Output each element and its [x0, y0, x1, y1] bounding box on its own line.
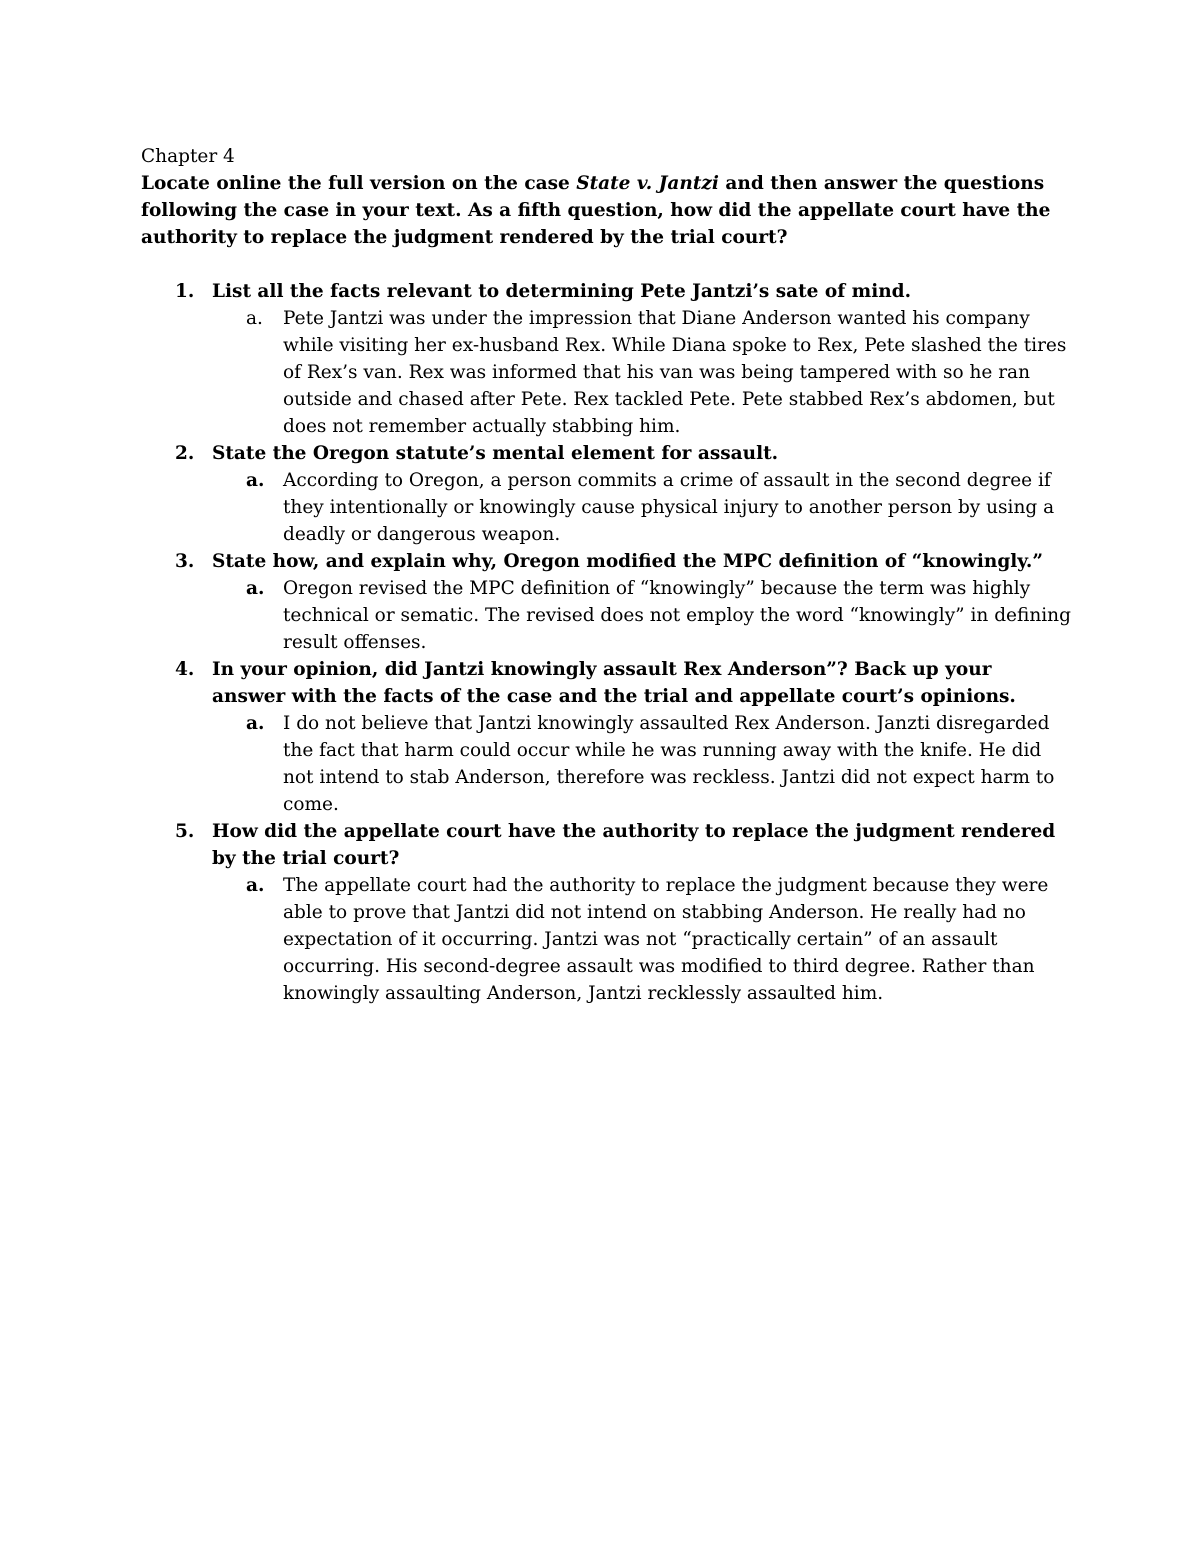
answer-text: I do not believe that Jantzi knowingly assaulted Rex Anderson. Janzti disregarded the fact that harm could occur while he was running away with the knife. He did not intend to stab Anderson, therefore was reckless. Jantzi did not expect harm to come. — [283, 713, 1055, 815]
answer-text: Oregon revised the MPC definition of “knowingly” because the term was highly technical or sematic. The revised does not employ the word “knowingly” in defining result offenses. — [283, 578, 1071, 653]
answer-letter: a. — [246, 470, 265, 491]
answer-text: The appellate court had the authority to replace the judgment because they were able to prove that Jantzi did not intend on stabbing Anderson. He really had no expectation of it occurring. Jantzi was not “practically certain” of an assault occurring. His second-degree assault was modified to third degree. Rather than knowingly assaulting Anderson, Jantzi recklessly assaulted him. — [283, 875, 1049, 1004]
question-item — [141, 548, 1071, 656]
answer-item — [212, 575, 1071, 656]
answer-item — [212, 710, 1071, 818]
question-item — [141, 278, 1071, 440]
assignment-instructions — [141, 170, 1071, 251]
answer-text: According to Oregon, a person commits a crime of assault in the second degree if they intentionally or knowingly cause physical injury to another person by using a deadly or dangerous weapon. — [283, 470, 1055, 545]
instructions-text-before: Locate online the full version on the case — [141, 173, 577, 194]
question-text: How did the appellate court have the authority to replace the judgment rendered by the trial court? — [212, 821, 1056, 869]
answer-list — [212, 467, 1071, 548]
blank-line — [141, 251, 1071, 278]
answer-text: Pete Jantzi was under the impression that Diane Anderson wanted his company while visiting her ex-husband Rex. While Diana spoke to Rex, Pete slashed the tires of Rex’s van. Rex was informed that his van was being tampered with so he ran outside and chased after Pete. Rex tackled Pete. Pete stabbed Rex’s abdomen, but does not remember actually stabbing him. — [283, 308, 1067, 437]
answer-list — [212, 575, 1071, 656]
answer-letter: a. — [246, 578, 265, 599]
answer-letter: a. — [246, 875, 265, 896]
answer-list — [212, 710, 1071, 818]
answer-letter: a. — [246, 713, 265, 734]
question-text: In your opinion, did Jantzi knowingly assault Rex Anderson”? Back up your answer with the facts of the case and the trial and appellate court’s opinions. — [212, 659, 1016, 707]
chapter-heading: Chapter 4 — [141, 146, 235, 167]
question-item — [141, 818, 1071, 1007]
instructions-text-after: and then answer the questions following the case in your text. As a fifth question, how did the appellate court have the authority to replace the judgment rendered by the trial court? — [141, 173, 1051, 248]
answer-list — [212, 305, 1071, 440]
question-number: 4. — [175, 659, 195, 680]
question-text: State the Oregon statute’s mental element for assault. — [212, 443, 779, 464]
answer-letter: a. — [246, 308, 263, 329]
question-item — [141, 440, 1071, 548]
answer-item — [212, 872, 1071, 1007]
answer-item — [212, 467, 1071, 548]
question-number: 2. — [175, 443, 195, 464]
answer-item — [212, 305, 1071, 440]
question-number: 5. — [175, 821, 195, 842]
question-text: State how, and explain why, Oregon modified the MPC definition of “knowingly.” — [212, 551, 1043, 572]
question-item — [141, 656, 1071, 818]
question-list — [141, 278, 1071, 1007]
case-name: State v. Jantzi — [576, 173, 719, 194]
question-number: 1. — [175, 281, 195, 302]
answer-list — [212, 872, 1071, 1007]
question-number: 3. — [175, 551, 195, 572]
question-text: List all the facts relevant to determining Pete Jantzi’s sate of mind. — [212, 281, 912, 302]
document-body — [141, 143, 1071, 1007]
